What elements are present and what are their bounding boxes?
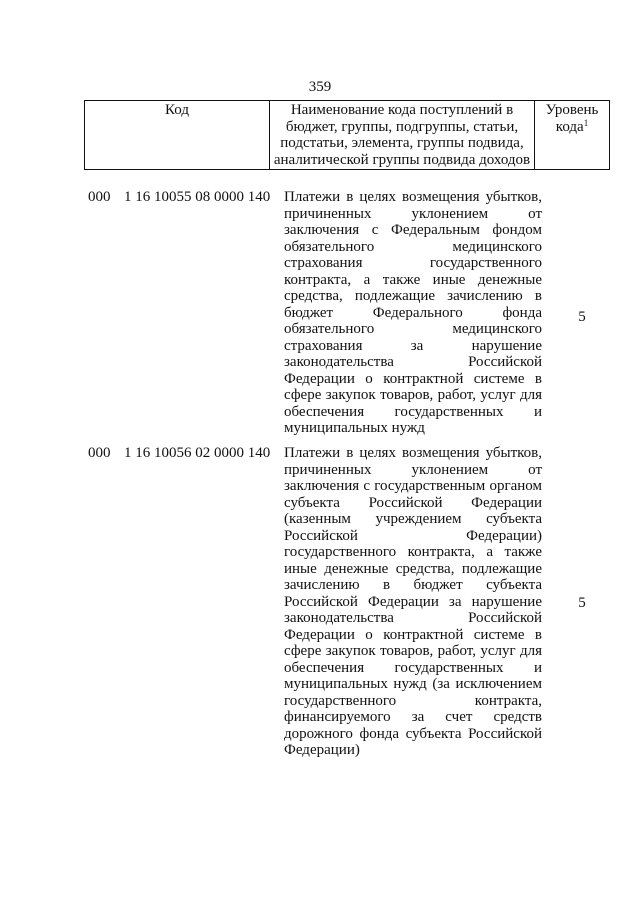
revenue-code: 1 16 10056 02 0000 140: [124, 445, 271, 461]
code-level: 5: [578, 595, 586, 611]
header-level-footnote: 1: [583, 117, 589, 128]
revenue-code: 1 16 10055 08 0000 140: [124, 189, 271, 205]
admin-code: 000: [88, 189, 111, 205]
revenue-description: Платежи в целях возмещения убытков, причиненных уклонением от заключения с государственным органом субъекта Российской Федерации (казенным учреждением субъекта Российской Федерации) государственного контракта, а также иные денежные средства, подлежащие зачислению в бюджет субъекта Российской Федерации за нарушение законодательства Российской Федерации о контрактной системе в сфере закупок товаров, работ, услуг для обеспечения государственных и муниципальных нужд (за исключением государственного контракта, финансируемого за счет средств дорожного фонда субъекта Российской Федерации): [284, 445, 542, 758]
revenue-description: Платежи в целях возмещения убытков, причиненных уклонением от заключения с Федеральным фондом обязательного медицинского страхования государственного контракта, а также иные денежные средства, подлежащие зачислению в бюджет Федерального фонда обязательного медицинского страхования за нарушение законодательства Российской Федерации о контрактной системе в сфере закупок товаров, работ, услуг для обеспечения государственных и муниципальных нужд: [284, 189, 542, 436]
page-number: 359: [308, 79, 332, 95]
admin-code: 000: [88, 445, 111, 461]
table-header: [84, 100, 610, 170]
header-level-text: Уровень кода: [545, 102, 599, 135]
header-code: Код: [85, 101, 270, 170]
code-level: 5: [578, 309, 586, 325]
header-level: [535, 101, 610, 170]
header-level-label: [546, 102, 599, 135]
header-name: Наименование кода поступлений в бюджет, группы, подгруппы, статьи, подстатьи, элемента, группы подвида, аналитической группы подвида доходов: [270, 101, 535, 170]
